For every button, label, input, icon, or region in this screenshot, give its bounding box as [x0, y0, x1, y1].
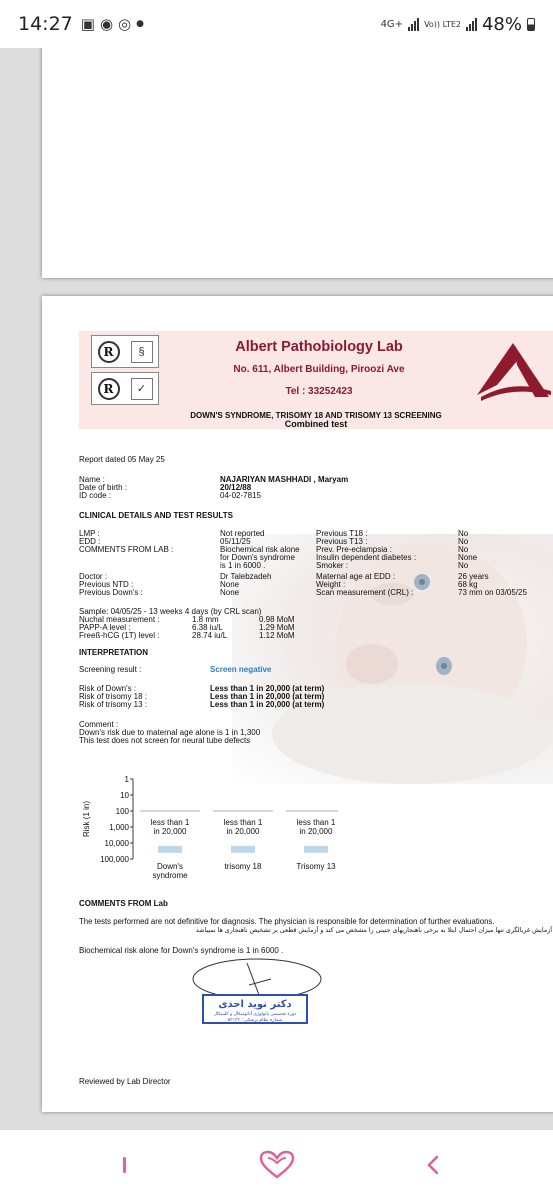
chart-category-label: syndrome: [152, 871, 188, 880]
interpretation-heading: INTERPRETATION: [79, 648, 149, 657]
signal-icon-2: [466, 17, 477, 31]
home-button[interactable]: [257, 1148, 297, 1182]
papp-mom: 1.29 MoM: [259, 623, 295, 632]
stamp-doctor-name: دکتر نوید احدی: [218, 999, 292, 1010]
registered-mark-icon: R: [98, 341, 120, 363]
gallery-icon: ▣: [80, 15, 95, 33]
recent-apps-icon: [123, 1157, 126, 1173]
edd-value: 05/11/25: [220, 537, 251, 546]
comments-label: COMMENTS FROM LAB :: [79, 545, 174, 554]
chart-y-axis-label: Risk (1 in): [82, 800, 91, 838]
chart-bar: [231, 846, 255, 853]
chart-y-tick-label: 100,000: [100, 855, 129, 864]
stamp-license: شماره نظام پزشکی : ۵۳۱۳۲: [227, 1018, 283, 1023]
chart-y-tick-label: 1,000: [108, 823, 129, 832]
back-button[interactable]: [413, 1148, 453, 1182]
dob-value: 20/12/88: [220, 483, 252, 492]
more-notifications-icon: ●: [136, 19, 144, 29]
insulin-value: None: [458, 553, 478, 562]
iso-certification-icon: §: [131, 341, 153, 363]
ukas-logo: [91, 372, 159, 405]
prev-ntd-label: Previous NTD :: [79, 580, 134, 589]
prev-pre-value: No: [458, 545, 469, 554]
report-title: [79, 411, 553, 429]
instagram-icon: ◎: [118, 15, 132, 33]
battery-percent: 48%: [481, 13, 522, 35]
risk-t18-value: Less than 1 in 20,000 (at term): [210, 692, 325, 701]
lab-emblem-icon: [473, 335, 553, 403]
screening-label: Screening result :: [79, 665, 142, 674]
comment-line1: Down's risk due to maternal age alone is 1 in 1,300: [79, 728, 261, 737]
hcg-mom: 1.12 MoM: [259, 631, 295, 640]
document-page-2: [42, 296, 553, 1112]
chart-y-tick-label: 10: [120, 791, 129, 800]
chart-y-tick-label: 10,000: [104, 839, 129, 848]
clinical-heading: CLINICAL DETAILS AND TEST RESULTS: [79, 511, 233, 520]
scan-value: 73 mm on 03/05/25: [458, 588, 527, 597]
messenger-icon: ◉: [99, 15, 114, 33]
risk-chart: [78, 771, 338, 886]
biochemical-risk-line: Biochemical risk alone for Down's syndrome is 1 in 6000 .: [79, 946, 284, 955]
comment-line2: This test does not screen for neural tube defects: [79, 736, 251, 745]
chart-value-label: less than 1: [296, 818, 336, 827]
prev-t18-label: Previous T18 :: [316, 529, 368, 538]
chart-y-tick-label: 100: [115, 807, 129, 816]
chart-category-label: Down's: [157, 862, 183, 871]
prev-t18-value: No: [458, 529, 469, 538]
stamp-specialty: دوره تخصصی پاتولوژی آناتومیکال و کلینیکال: [213, 1012, 297, 1017]
lmp-label: LMP :: [79, 529, 100, 538]
report-title-line2: Combined test: [284, 419, 348, 429]
smoker-label: Smoker :: [316, 561, 349, 570]
comments-value-3: is 1 in 6000 .: [220, 561, 266, 570]
chart-value-label: less than 1: [150, 818, 190, 827]
patient-name: NAJARIYAN MASHHADI , Maryam: [220, 475, 349, 484]
network-type: 4G+: [380, 18, 404, 30]
document-viewer[interactable]: [0, 48, 553, 1130]
risk-downs-label: Risk of Down's :: [79, 684, 137, 693]
lmp-value: Not reported: [220, 529, 265, 538]
id-label: ID code :: [79, 491, 112, 500]
report-dated: Report dated 05 May 25: [79, 455, 165, 464]
smoker-value: No: [458, 561, 469, 570]
lab-address: No. 611, Albert Building, Piroozi Ave: [233, 364, 405, 375]
comments-heading: COMMENTS FROM Lab: [79, 899, 168, 908]
nt-mom: 0.98 MoM: [259, 615, 295, 624]
document-page-1: [42, 48, 553, 278]
prev-downs-label: Previous Down's :: [79, 588, 143, 597]
volte-label: Vo)) LTE2: [424, 19, 461, 29]
registered-mark-icon-2: R: [98, 378, 120, 400]
papp-label: PAPP-A level :: [79, 623, 131, 632]
prev-pre-label: Prev. Pre-eclampsia :: [316, 545, 392, 554]
name-label: Name :: [79, 475, 105, 484]
back-chevron-icon: [425, 1155, 441, 1175]
hcg-label: Freeß-hCG (1T) level :: [79, 631, 160, 640]
comments-value-1: Biochemical risk alone: [220, 545, 300, 554]
chart-bar: [304, 846, 328, 853]
prev-ntd-value: None: [220, 580, 240, 589]
report-title-line1: DOWN'S SYNDROME, TRISOMY 18 AND TRISOMY 13 SCREENING: [190, 411, 442, 420]
prev-t13-label: Previous T13 :: [316, 537, 368, 546]
doctor-label: Doctor :: [79, 572, 108, 581]
comment-label: Comment :: [79, 720, 119, 729]
ukas-check-icon: ✓: [131, 378, 153, 400]
edd-label: EDD :: [79, 537, 101, 546]
reviewed-by: Reviewed by Lab Director: [79, 1077, 171, 1086]
nt-value: 1.8 mm: [192, 615, 219, 624]
recent-apps-button[interactable]: [104, 1148, 144, 1182]
maternal-value: 26 years: [458, 572, 489, 581]
sample-line: Sample: 04/05/25 - 13 weeks 4 days (by CRL scan): [79, 607, 262, 616]
weight-value: 68 kg: [458, 580, 478, 589]
lab-telephone: Tel : 33252423: [285, 386, 353, 397]
heart-home-icon: [259, 1150, 295, 1180]
lab-header: [79, 331, 553, 411]
chart-bar: [158, 846, 182, 853]
hcg-value: 28.74 iu/L: [192, 631, 228, 640]
risk-downs-value: Less than 1 in 20,000 (at term): [210, 684, 325, 693]
chart-value-label: in 20,000: [299, 827, 333, 836]
dob-label: Date of birth :: [79, 483, 128, 492]
id-value: 04-02-7815: [220, 491, 261, 500]
status-time: 14:27: [18, 13, 73, 35]
risk-t18-label: Risk of trisomy 18 :: [79, 692, 148, 701]
insulin-label: Insulin dependent diabetes :: [316, 553, 417, 562]
chart-value-label: less than 1: [223, 818, 263, 827]
lab-director-signature-stamp: [189, 949, 324, 1029]
lab-name: Albert Pathobiology Lab: [235, 339, 403, 355]
maternal-label: Maternal age at EDD :: [316, 572, 396, 581]
nt-label: Nuchal measurement :: [79, 615, 160, 624]
chart-category-label: trisomy 18: [224, 862, 262, 871]
comments-value-2: for Down's syndrome: [220, 553, 295, 562]
prev-downs-value: None: [220, 588, 240, 597]
battery-icon: [527, 18, 535, 31]
papp-value: 6.38 iu/L: [192, 623, 223, 632]
status-right: [381, 14, 535, 35]
prev-t13-value: No: [458, 537, 469, 546]
disclaimer-english: The tests performed are not definitive for diagnosis. The physician is responsible for determination of further evaluations.: [79, 917, 495, 926]
risk-t13-value: Less than 1 in 20,000 (at term): [210, 700, 325, 709]
chart-value-label: in 20,000: [153, 827, 187, 836]
iso-logo: [91, 335, 159, 368]
status-bar: [0, 0, 553, 48]
signal-icon: [408, 17, 419, 31]
navigation-bar: [0, 1130, 553, 1200]
chart-y-tick-label: 1: [124, 775, 129, 784]
screening-result: Screen negative: [210, 665, 272, 674]
doctor-value: Dr Talebzadeh: [220, 572, 272, 581]
risk-t13-label: Risk of trisomy 13 :: [79, 700, 148, 709]
weight-label: Weight :: [316, 580, 346, 589]
disclaimer-persian: آزمایش غربالگری تنها میزان احتمال ابتلا به برخی ناهنجاریهای جنینی را مشخص می کند و آزمایش قطعی بر تشخیص ناهنجاری ها نمیباشد: [195, 927, 552, 934]
scan-label: Scan measurement (CRL) :: [316, 588, 414, 597]
chart-value-label: in 20,000: [226, 827, 260, 836]
chart-category-label: Trisomy 13: [296, 862, 336, 871]
